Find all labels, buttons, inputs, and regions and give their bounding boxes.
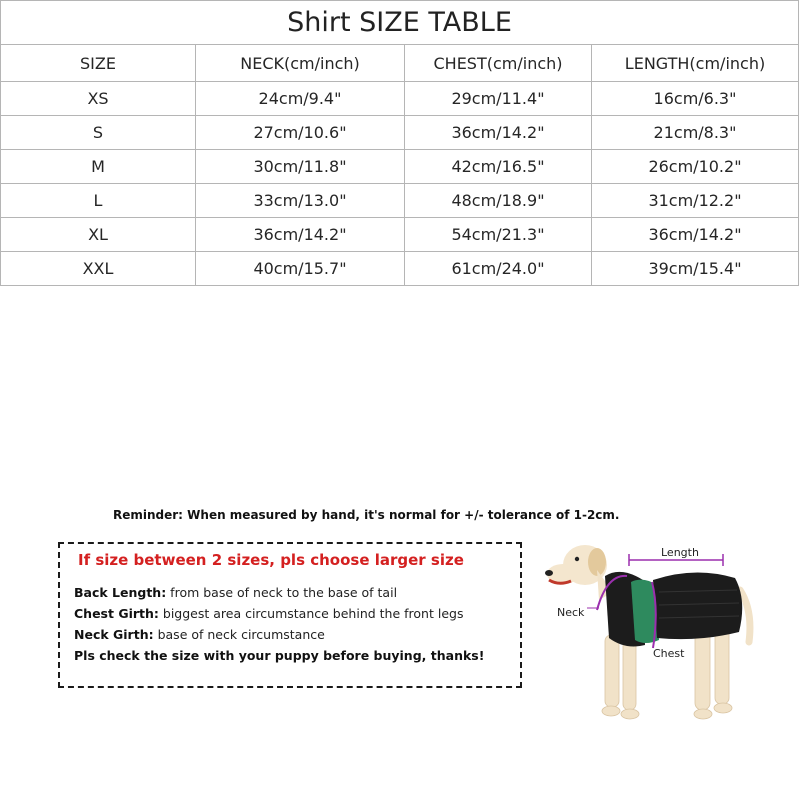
header-length: LENGTH(cm/inch) [592, 45, 799, 82]
neck-cell: 24cm/9.4" [196, 82, 405, 116]
chest-label: Chest [653, 647, 685, 660]
length-cell: 39cm/15.4" [592, 252, 799, 286]
neck-girth-text: base of neck circumstance [153, 627, 325, 642]
neck-label: Neck [557, 606, 585, 619]
size-cell: S [1, 116, 196, 150]
header-chest: CHEST(cm/inch) [405, 45, 592, 82]
chest-cell: 61cm/24.0" [405, 252, 592, 286]
table-row [1, 218, 799, 252]
back-length-definition [74, 585, 397, 600]
size-advice-title: If size between 2 sizes, pls choose larger size [78, 551, 464, 569]
length-cell: 16cm/6.3" [592, 82, 799, 116]
tolerance-reminder: Reminder: When measured by hand, it's normal for +/- tolerance of 1-2cm. [113, 508, 620, 522]
dog-vest [605, 572, 742, 647]
neck-girth-definition [74, 627, 325, 642]
size-cell: L [1, 184, 196, 218]
table-row [1, 82, 799, 116]
neck-cell: 40cm/15.7" [196, 252, 405, 286]
length-cell: 21cm/8.3" [592, 116, 799, 150]
neck-cell: 27cm/10.6" [196, 116, 405, 150]
chest-girth-text: biggest area circumstance behind the front legs [158, 606, 464, 621]
length-cell: 26cm/10.2" [592, 150, 799, 184]
size-cell: XS [1, 82, 196, 116]
length-cell: 31cm/12.2" [592, 184, 799, 218]
table-row [1, 252, 799, 286]
chest-girth-definition [74, 606, 463, 621]
size-table [0, 0, 799, 286]
check-size-note: Pls check the size with your puppy before buying, thanks! [74, 648, 485, 663]
length-label: Length [661, 546, 699, 559]
neck-cell: 36cm/14.2" [196, 218, 405, 252]
chest-cell: 42cm/16.5" [405, 150, 592, 184]
chest-cell: 36cm/14.2" [405, 116, 592, 150]
back-length-label: Back Length: [74, 585, 167, 600]
length-cell: 36cm/14.2" [592, 218, 799, 252]
size-cell: XXL [1, 252, 196, 286]
table-row [1, 116, 799, 150]
chest-cell: 48cm/18.9" [405, 184, 592, 218]
header-size: SIZE [1, 45, 196, 82]
neck-cell: 30cm/11.8" [196, 150, 405, 184]
back-length-text: from base of neck to the base of tail [166, 585, 398, 600]
size-cell: XL [1, 218, 196, 252]
header-neck: NECK(cm/inch) [196, 45, 405, 82]
table-header-row [1, 45, 799, 82]
table-row [1, 184, 799, 218]
neck-girth-label: Neck Girth: [74, 627, 154, 642]
dog-measurement-diagram [535, 530, 765, 730]
table-row [1, 150, 799, 184]
dog-head [545, 545, 613, 600]
neck-cell: 33cm/13.0" [196, 184, 405, 218]
chest-cell: 54cm/21.3" [405, 218, 592, 252]
table-title: Shirt SIZE TABLE [1, 1, 799, 45]
sizing-info-box [58, 542, 522, 688]
size-cell: M [1, 150, 196, 184]
chest-girth-label: Chest Girth: [74, 606, 159, 621]
chest-cell: 29cm/11.4" [405, 82, 592, 116]
